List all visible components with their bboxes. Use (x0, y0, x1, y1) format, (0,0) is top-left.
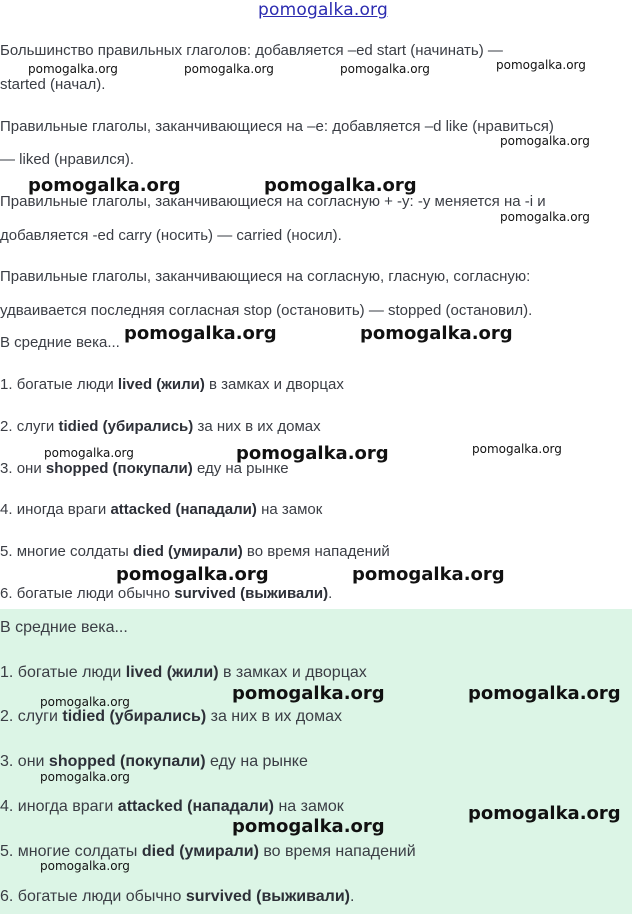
answer-item-6 (0, 888, 354, 906)
item-text-after: на замок (278, 798, 344, 815)
watermark: pomogalka.org (116, 564, 269, 585)
item-number: 6. (0, 888, 14, 905)
item-number: 2. (0, 418, 13, 435)
rule-2-line-2: — liked (нравился). (0, 151, 135, 168)
watermark: pomogalka.org (472, 442, 562, 456)
item-number: 1. (0, 664, 14, 681)
item-number: 4. (0, 798, 14, 815)
item-verb: survived (выживали) (185, 888, 350, 905)
watermark: pomogalka.org (44, 446, 134, 460)
rule-4-line-1: Правильные глаголы, заканчивающиеся на согласную, гласную, согласную: (0, 268, 531, 285)
watermark: pomogalka.org (184, 62, 274, 76)
item-text-after: за них в их домах (197, 418, 321, 435)
answer-item-1 (0, 664, 367, 682)
item-text-before: они (16, 460, 42, 477)
item-verb: lived (жили) (117, 376, 205, 393)
watermark: pomogalka.org (500, 210, 590, 224)
item-verb: attacked (нападали) (117, 798, 274, 815)
item-verb: lived (жили) (125, 664, 219, 681)
item-number: 2. (0, 708, 14, 725)
watermark: pomogalka.org (496, 58, 586, 72)
item-verb: tidied (убирались) (58, 418, 194, 435)
exercise-item-2 (0, 418, 321, 435)
item-text-before: богатые люди обычно (16, 585, 171, 602)
item-text-after: еду на рынке (196, 460, 289, 477)
item-text-before: слуги (17, 708, 58, 725)
item-text-before: многие солдаты (16, 543, 129, 560)
watermark: pomogalka.org (236, 443, 389, 464)
rule-3-line-2: добавляется -ed carry (носить) — carried (носил). (0, 227, 342, 244)
watermark: pomogalka.org (232, 683, 385, 704)
item-verb: shopped (покупали) (45, 460, 193, 477)
item-text-before: они (17, 753, 45, 770)
rule-2-line-1: Правильные глаголы, заканчивающиеся на –е: добавляется –d like (нравиться) (0, 118, 554, 135)
item-text-before: иногда враги (16, 501, 107, 518)
watermark: pomogalka.org (264, 175, 417, 196)
exercise-item-1 (0, 376, 344, 393)
item-number: 6. (0, 585, 13, 602)
item-text-before: богатые люди обычно (17, 888, 182, 905)
watermark: pomogalka.org (360, 323, 513, 344)
item-number: 5. (0, 843, 14, 860)
item-text-before: иногда враги (17, 798, 114, 815)
item-text-after: . (349, 888, 355, 905)
watermark: pomogalka.org (468, 683, 621, 704)
watermark: pomogalka.org (28, 62, 118, 76)
exercise-item-5 (0, 543, 390, 560)
item-text-after: на замок (261, 501, 323, 518)
answer-item-2 (0, 708, 342, 726)
item-number: 1. (0, 376, 13, 393)
watermark: pomogalka.org (28, 175, 181, 196)
item-text-after: . (328, 585, 333, 602)
watermark: pomogalka.org (40, 770, 130, 784)
item-text-after: во время нападений (246, 543, 390, 560)
item-number: 4. (0, 501, 13, 518)
exercise-item-4 (0, 501, 322, 518)
rule-1-line-2: started (начал). (0, 76, 106, 93)
answer-item-4 (0, 798, 344, 816)
item-number: 3. (0, 753, 14, 770)
watermark: pomogalka.org (352, 564, 505, 585)
answer-item-3 (0, 753, 308, 771)
watermark: pomogalka.org (500, 134, 590, 148)
exercise-item-6 (0, 585, 332, 602)
item-number: 3. (0, 460, 13, 477)
site-header-link[interactable]: pomogalka.org (258, 0, 388, 20)
item-text-after: в замках и дворцах (222, 664, 367, 681)
item-text-before: богатые люди (16, 376, 114, 393)
item-text-before: слуги (16, 418, 55, 435)
item-verb: died (умирали) (133, 543, 243, 560)
item-number: 5. (0, 543, 13, 560)
watermark: pomogalka.org (468, 803, 621, 824)
rule-1-line-1: Большинство правильных глаголов: добавляется –ed start (начинать) — (0, 42, 503, 59)
item-text-after: за них в их домах (210, 708, 342, 725)
item-text-before: многие солдаты (17, 843, 138, 860)
item-text-after: еду на рынке (210, 753, 308, 770)
rule-3-line-1: Правильные глаголы, заканчивающиеся на согласную + -у: -у меняется на -i и (0, 193, 546, 210)
watermark: pomogalka.org (40, 859, 130, 873)
watermark: pomogalka.org (340, 62, 430, 76)
item-text-after: в замках и дворцах (209, 376, 344, 393)
item-verb: died (умирали) (141, 843, 259, 860)
exercise-intro: В средние века... (0, 334, 120, 351)
watermark: pomogalka.org (40, 695, 130, 709)
item-verb: attacked (нападали) (110, 501, 257, 518)
item-verb: tidied (убирались) (62, 708, 207, 725)
item-text-before: богатые люди (17, 664, 122, 681)
rule-4-line-2: удваивается последняя согласная stop (остановить) — stopped (остановил). (0, 302, 533, 319)
item-verb: shopped (покупали) (48, 753, 206, 770)
item-verb: survived (выживали) (174, 585, 329, 602)
watermark: pomogalka.org (232, 816, 385, 837)
watermark: pomogalka.org (124, 323, 277, 344)
item-text-after: во время нападений (263, 843, 416, 860)
answer-intro: В средние века... (0, 619, 128, 636)
